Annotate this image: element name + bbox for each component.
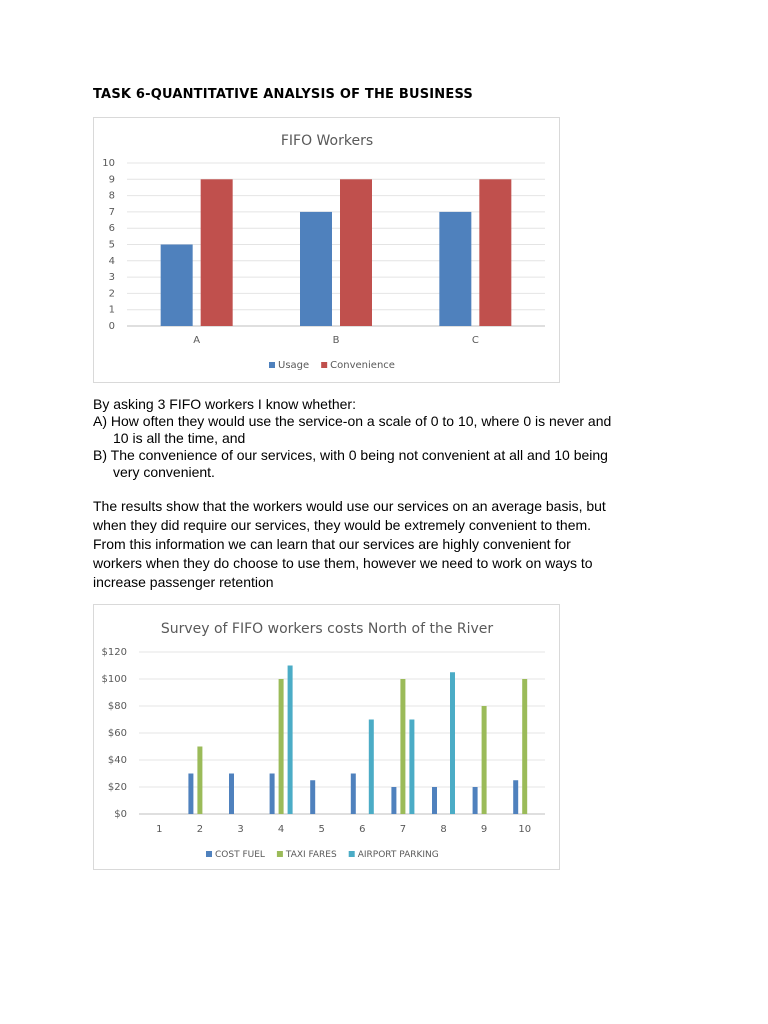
legend-label: TAXI FARES xyxy=(285,850,337,860)
bar-cost-fuel xyxy=(310,780,315,814)
item-a-line-2: 10 is all the time, and xyxy=(113,430,246,446)
y-tick-label: 0 xyxy=(108,321,115,332)
bar-airport-parking xyxy=(409,720,414,815)
results-line: when they did require our services, they would be extremely convenient to them. xyxy=(93,517,592,533)
legend-swatch xyxy=(349,851,355,857)
survey-description xyxy=(93,396,611,481)
bar-airport-parking xyxy=(450,672,455,814)
bar-taxi-fares xyxy=(400,679,405,814)
bar-usage xyxy=(161,245,193,327)
intro-line: By asking 3 FIFO workers I know whether: xyxy=(93,396,356,412)
bar-taxi-fares xyxy=(279,679,284,814)
x-tick-label: 5 xyxy=(318,824,325,835)
y-tick-label: 4 xyxy=(108,255,115,267)
bar-convenience xyxy=(201,179,233,326)
item-a-line-1: A) How often they would use the service-on a scale of 0 to 10, where 0 is never and xyxy=(93,413,612,429)
x-tick-label: A xyxy=(193,335,201,346)
results-line: From this information we can learn that our services are highly convenient for xyxy=(93,536,571,552)
x-tick-label: 8 xyxy=(440,824,447,835)
bar-cost-fuel xyxy=(229,774,234,815)
y-tick-label: $100 xyxy=(101,674,127,685)
y-tick-label: $120 xyxy=(101,647,127,658)
x-tick-label: C xyxy=(471,335,479,346)
y-tick-label: 1 xyxy=(108,304,115,316)
y-tick-label: $40 xyxy=(107,755,127,766)
x-tick-label: 7 xyxy=(399,824,407,835)
bar-airport-parking xyxy=(369,720,374,815)
y-tick-label: $60 xyxy=(107,728,127,739)
y-tick-label: 10 xyxy=(102,158,115,169)
bar-cost-fuel xyxy=(270,774,275,815)
costs-survey-chart-svg xyxy=(94,605,559,869)
y-tick-label: 9 xyxy=(108,174,115,186)
y-tick-label: 8 xyxy=(108,190,115,202)
results-line: increase passenger retention xyxy=(93,574,274,590)
bar-taxi-fares xyxy=(197,747,202,815)
x-tick-label: 9 xyxy=(480,824,488,835)
results-line: workers when they do choose to use them, however we need to work on ways to xyxy=(93,555,593,571)
legend-swatch xyxy=(321,362,327,368)
bar-cost-fuel xyxy=(432,787,437,814)
y-tick-label: 3 xyxy=(108,272,115,284)
chart-title: Survey of FIFO workers costs North of the River xyxy=(160,621,494,637)
x-tick-label: 1 xyxy=(156,824,163,835)
y-tick-label: 6 xyxy=(108,223,115,235)
y-tick-label: 5 xyxy=(108,239,115,251)
bar-cost-fuel xyxy=(391,787,396,814)
fifo-workers-chart-svg xyxy=(94,118,559,382)
legend-swatch xyxy=(206,851,212,857)
legend-swatch xyxy=(269,362,275,368)
bar-taxi-fares xyxy=(522,679,527,814)
legend-swatch xyxy=(277,851,283,857)
y-tick-label: $0 xyxy=(114,809,127,820)
x-tick-label: 10 xyxy=(518,824,532,835)
results-line: The results show that the workers would use our services on an average basis, but xyxy=(93,498,606,514)
y-tick-label: $80 xyxy=(107,701,127,712)
item-b-line-2: very convenient. xyxy=(113,464,215,480)
y-tick-label: 7 xyxy=(108,206,115,218)
y-tick-label: $20 xyxy=(107,782,127,793)
results-paragraph xyxy=(93,497,606,592)
x-tick-label: 4 xyxy=(277,824,285,835)
y-tick-label: 2 xyxy=(108,288,115,300)
item-b-line-1: B) The convenience of our services, with 0 being not convenient at all and 10 being xyxy=(93,447,608,463)
chart-title: FIFO Workers xyxy=(280,133,374,149)
legend-label: Convenience xyxy=(330,360,395,371)
bar-taxi-fares xyxy=(482,706,487,814)
bar-cost-fuel xyxy=(188,774,193,815)
legend-label: AIRPORT PARKING xyxy=(357,850,439,860)
x-tick-label: 6 xyxy=(359,824,366,835)
bar-airport-parking xyxy=(288,666,293,815)
costs-survey-chart xyxy=(93,604,560,870)
fifo-workers-chart xyxy=(93,117,560,383)
bar-cost-fuel xyxy=(513,780,518,814)
legend-label: Usage xyxy=(278,360,310,371)
legend-label: COST FUEL xyxy=(215,850,265,860)
x-tick-label: B xyxy=(332,335,340,346)
bar-cost-fuel xyxy=(473,787,478,814)
x-tick-label: 3 xyxy=(237,824,244,835)
bar-usage xyxy=(300,212,332,326)
bar-convenience xyxy=(479,179,511,326)
page-heading: TASK 6-QUANTITATIVE ANALYSIS OF THE BUSINESS xyxy=(93,87,473,102)
x-tick-label: 2 xyxy=(196,824,204,835)
bar-convenience xyxy=(340,179,372,326)
bar-usage xyxy=(439,212,471,326)
bar-cost-fuel xyxy=(351,774,356,815)
